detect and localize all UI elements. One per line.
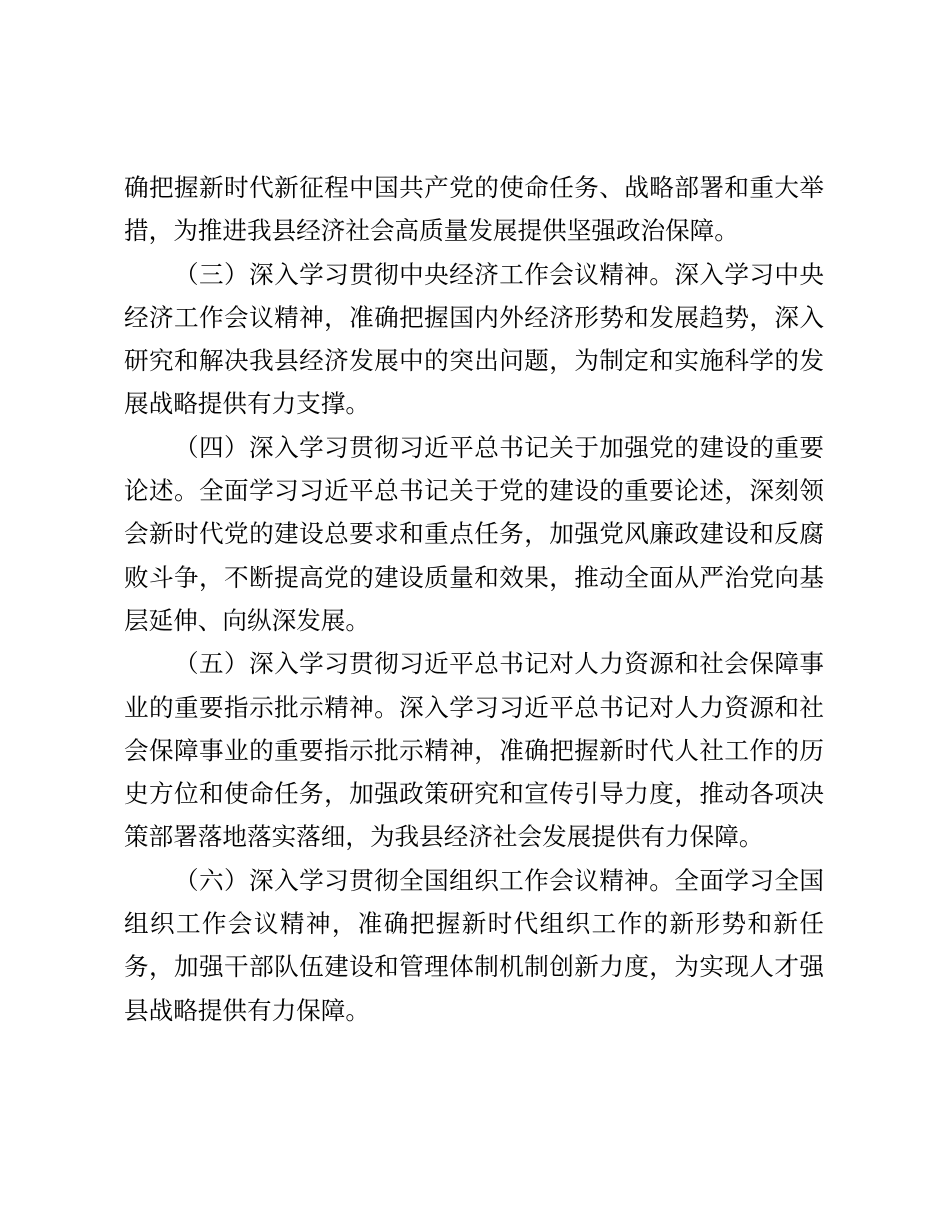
paragraph-section-3: （三）深入学习贯彻中央经济工作会议精神。深入学习中央经济工作会议精神，准确把握国内外经济形势和发展趋势，深入研究和解决我县经济发展中的突出问题，为制定和实施科学的发展战略提供有力支撑。 [124, 259, 824, 419]
document-body [124, 166, 824, 1032]
paragraph-section-6: （六）深入学习贯彻全国组织工作会议精神。全面学习全国组织工作会议精神，准确把握新时代组织工作的新形势和新任务，加强干部队伍建设和管理体制机制创新力度，为实现人才强县战略提供有力保障。 [124, 865, 824, 1025]
paragraph-continuation: 确把握新时代新征程中国共产党的使命任务、战略部署和重大举措，为推进我县经济社会高质量发展提供坚强政治保障。 [124, 173, 824, 246]
paragraph-section-5: （五）深入学习贯彻习近平总书记对人力资源和社会保障事业的重要指示批示精神。深入学习习近平总书记对人力资源和社会保障事业的重要指示批示精神，准确把握新时代人社工作的历史方位和使命任务，加强政策研究和宣传引导力度，推动各项决策部署落地落实落细，为我县经济社会发展提供有力保障。 [124, 649, 824, 852]
paragraph-section-4: （四）深入学习贯彻习近平总书记关于加强党的建设的重要论述。全面学习习近平总书记关于党的建设的重要论述，深刻领会新时代党的建设总要求和重点任务，加强党风廉政建设和反腐败斗争，不断提高党的建设质量和效果，推动全面从严治党向基层延伸、向纵深发展。 [124, 432, 824, 635]
